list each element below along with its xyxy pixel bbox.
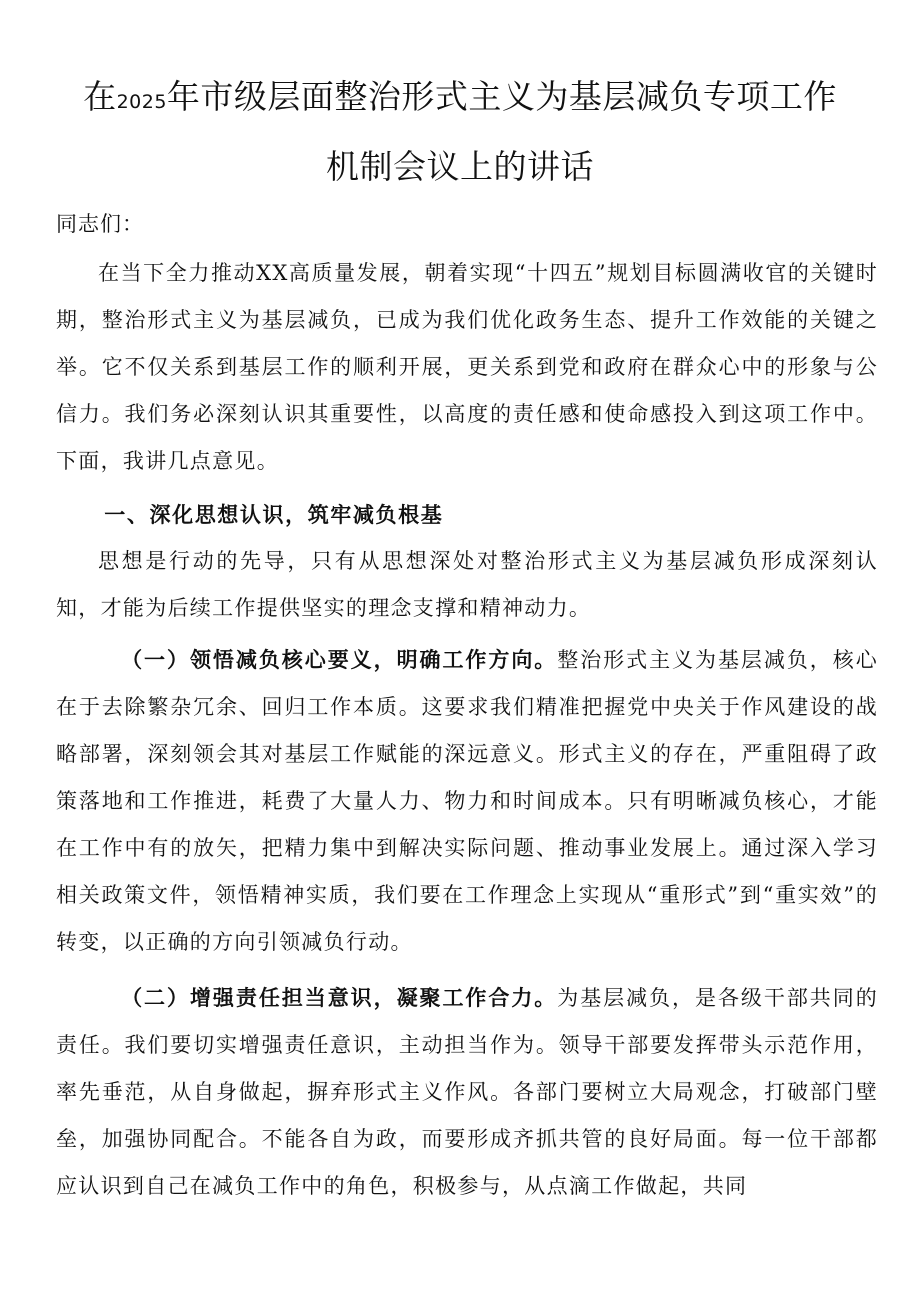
speech-title-line-1 [40, 74, 880, 125]
salutation: 同志们： [56, 212, 144, 236]
speech-title-line-2: 机制会议上的讲话 [326, 147, 594, 186]
section-1-heading-text: 一、深化思想认识，筑牢减负根基 [104, 502, 444, 527]
section-1-lead-text: 思想是行动的先导，只有从思想深处对整治形式主义为基层减负形成深刻认知，才能为后续工作提供坚实的理念支撑和精神动力。 [56, 549, 878, 620]
subsection-2-paragraph [56, 974, 878, 1210]
title-suffix: 年市级层面整治形式主义为基层减负专项工作 [166, 77, 837, 116]
subsection-1-paragraph [56, 636, 878, 966]
title-year: 2025 [116, 91, 167, 113]
subsection-1-text: 整治形式主义为基层减负，核心在于去除繁杂冗余、回归工作本质。这要求我们精准把握党中央关于作风建设的战略部署，深刻领会其对基层工作赋能的深远意义。形式主义的存在，严重阻碍了政策落地和工作推进，耗费了大量人力、物力和时间成本。只有明晰减负核心，才能在工作中有的放矢，把精力集中到解决实际问题、推动事业发展上。通过深入学习相关政策文件，领悟精神实质，我们要在工作理念上实现从“重形式”到“重实效”的转变，以正确的方向引领减负行动。 [56, 648, 878, 954]
subsection-1-heading: （一）领悟减负核心要义，明确工作方向。 [121, 647, 558, 672]
title-prefix: 在 [83, 77, 117, 116]
section-1-lead-paragraph [56, 538, 878, 632]
intro-text: 在当下全力推动XX高质量发展，朝着实现“十四五”规划目标圆满收官的关键时期，整治形式主义为基层减负，已成为我们优化政务生态、提升工作效能的关键之举。它不仅关系到基层工作的顺利开展，更关系到党和政府在群众心中的形象与公信力。我们务必深刻认识其重要性，以高度的责任感和使命感投入到这项工作中。下面，我讲几点意见。 [56, 261, 878, 473]
subsection-2-heading: （二）增强责任担当意识，凝聚工作合力。 [121, 985, 558, 1010]
intro-paragraph [56, 250, 878, 485]
section-1-heading [56, 491, 878, 538]
subsection-2-text: 为基层减负，是各级干部共同的责任。我们要切实增强责任意识，主动担当作为。领导干部要发挥带头示范作用，率先垂范，从自身做起，摒弃形式主义作风。各部门要树立大局观念，打破部门壁垒，加强协同配合。不能各自为政，而要形成齐抓共管的良好局面。每一位干部都应认识到自己在减负工作中的角色，积极参与，从点滴工作做起，共同 [56, 986, 878, 1198]
